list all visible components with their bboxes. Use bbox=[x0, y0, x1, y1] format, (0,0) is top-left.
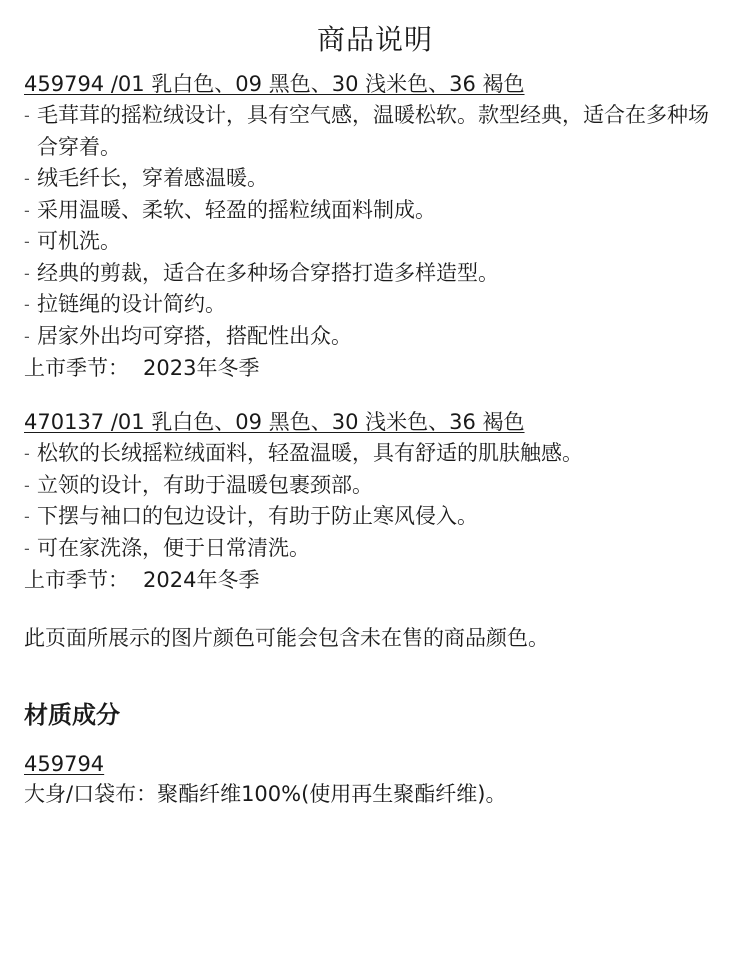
color-disclaimer: 此页面所展示的图片颜色可能会包含未在售的商品颜色。 bbox=[24, 626, 549, 650]
feature-item: - 拉链绳的设计简约。 bbox=[24, 289, 726, 321]
page-title: 商品说明 bbox=[316, 23, 433, 56]
season-value: 2024年冬季 bbox=[143, 568, 260, 592]
material-product-code[interactable]: 459794 bbox=[24, 752, 105, 776]
feature-item: - 可机洗。 bbox=[24, 226, 726, 258]
season-value: 2023年冬季 bbox=[143, 356, 260, 380]
product-section-470137 bbox=[24, 406, 726, 596]
feature-item: - 下摆与袖口的包边设计，有助于防止寒风侵入。 bbox=[24, 501, 726, 533]
feature-item: - 绒毛纤长，穿着感温暖。 bbox=[24, 163, 726, 195]
material-heading: 材质成分 bbox=[24, 701, 120, 729]
feature-item: - 立领的设计，有助于温暖包裹颈部。 bbox=[24, 470, 726, 502]
release-season bbox=[24, 564, 726, 596]
feature-list bbox=[24, 100, 726, 352]
release-season bbox=[24, 352, 726, 384]
feature-item: - 经典的剪裁，适合在多种场合穿搭打造多样造型。 bbox=[24, 258, 726, 290]
product-code-line[interactable]: 470137 /01 乳白色、09 黑色、30 浅米色、36 褐色 bbox=[24, 410, 525, 434]
season-label: 上市季节： bbox=[24, 568, 129, 592]
product-code-line[interactable]: 459794 /01 乳白色、09 黑色、30 浅米色、36 褐色 bbox=[24, 72, 525, 96]
season-label: 上市季节： bbox=[24, 356, 129, 380]
feature-list bbox=[24, 438, 726, 564]
feature-item: - 可在家洗涤，便于日常清洗。 bbox=[24, 533, 726, 565]
feature-item: - 松软的长绒摇粒绒面料，轻盈温暖，具有舒适的肌肤触感。 bbox=[24, 438, 726, 470]
feature-item: - 采用温暖、柔软、轻盈的摇粒绒面料制成。 bbox=[24, 195, 726, 227]
product-section-459794 bbox=[24, 68, 726, 384]
feature-item: - 居家外出均可穿搭，搭配性出众。 bbox=[24, 321, 726, 353]
material-composition: 大身/口袋布：聚酯纤维100%(使用再生聚酯纤维)。 bbox=[24, 782, 507, 806]
feature-item: - 毛茸茸的摇粒绒设计，具有空气感，温暖松软。款型经典，适合在多种场合穿着。 bbox=[24, 100, 726, 163]
